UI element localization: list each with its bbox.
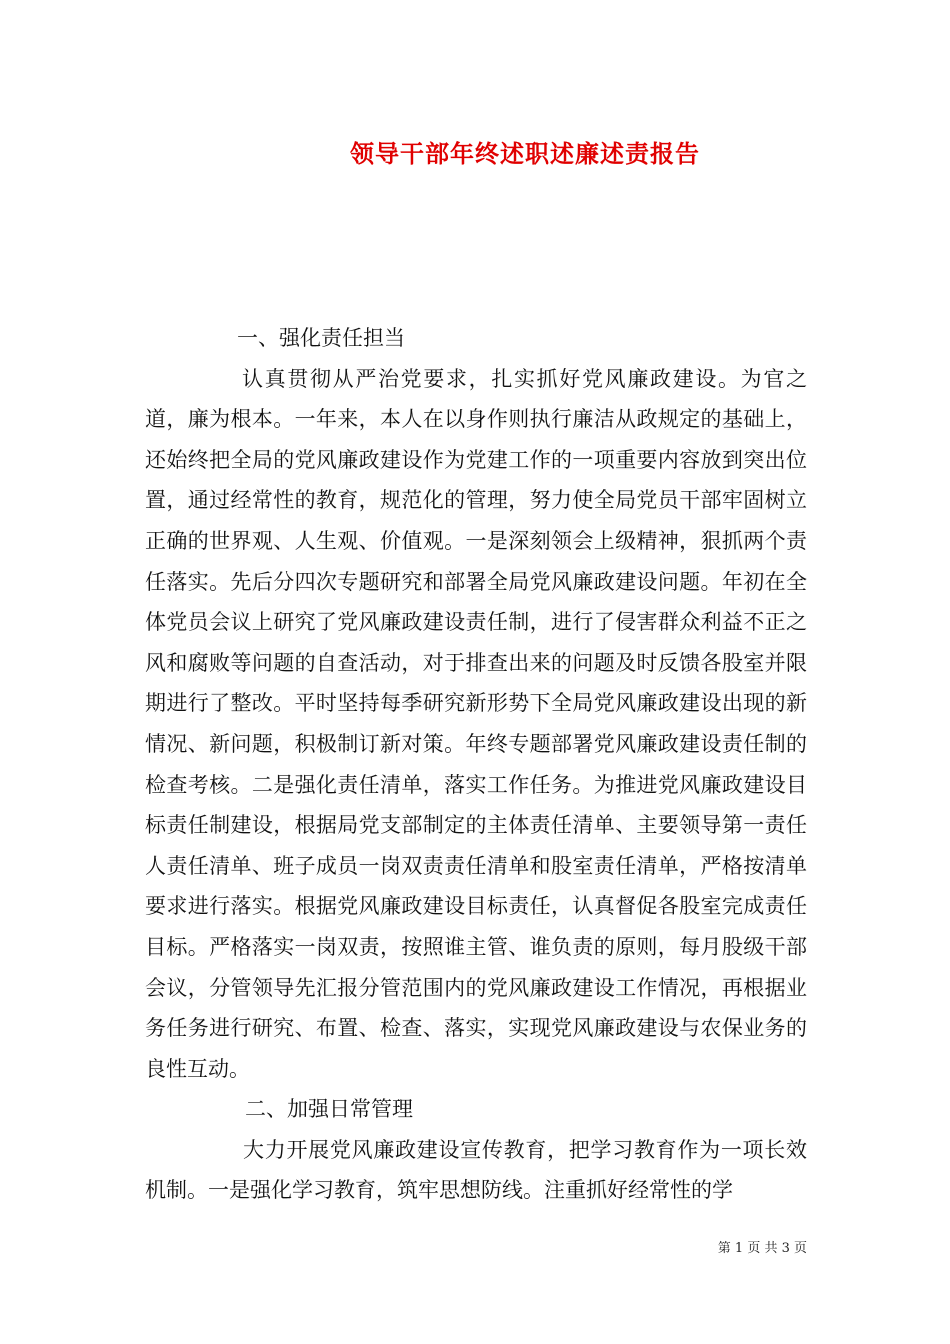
section-heading-1: 一、强化责任担当 — [237, 326, 405, 350]
section-heading-2: 二、加强日常管理 — [245, 1097, 413, 1122]
document-body — [145, 318, 807, 1211]
document-title: 领导干部年终述职述廉述责报告 — [350, 139, 700, 168]
section-paragraph-1: 认真贯彻从严治党要求，扎实抓好党风廉政建设。为官之道，廉为根本。一年来，本人在以身作则执行廉洁从政规定的基础上，还始终把全局的党风廉政建设作为党建工作的一项重要内容放到突出位置，通过经常性的教育，规范化的管理，努力使全局党员干部牢固树立正确的世界观、人生观、价值观。一是深刻领会上级精神，狠抓两个责任落实。先后分四次专题研究和部署全局党风廉政建设问题。年初在全体党员会议上研究了党风廉政建设责任制，进行了侵害群众利益不正之风和腐败等问题的自查活动，对于排查出来的问题及时反馈各股室并限期进行了整改。平时坚持每季研究新形势下全局党风廉政建设出现的新情况、新问题，积极制订新对策。年终专题部署党风廉政建设责任制的检查考核。二是强化责任清单，落实工作任务。为推进党风廉政建设目标责任制建设，根据局党支部制定的主体责任清单、主要领导第一责任人责任清单、班子成员一岗双责责任清单和股室责任清单，严格按清单要求进行落实。根据党风廉政建设目标责任，认真督促各股室完成责任目标。严格落实一岗双责，按照谁主管、谁负责的原则，每月股级干部会议，分管领导先汇报分管范围内的党风廉政建设工作情况，再根据业务任务进行研究、布置、检查、落实，实现党风廉政建设与农保业务的良性互动。 — [145, 366, 807, 1081]
section-paragraph-2: 大力开展党风廉政建设宣传教育，把学习教育作为一项长效机制。一是强化学习教育，筑牢思想防线。注重抓好经常性的学 — [145, 1137, 807, 1203]
page-number-footer: 第 1 页 共 3 页 — [717, 1241, 807, 1256]
